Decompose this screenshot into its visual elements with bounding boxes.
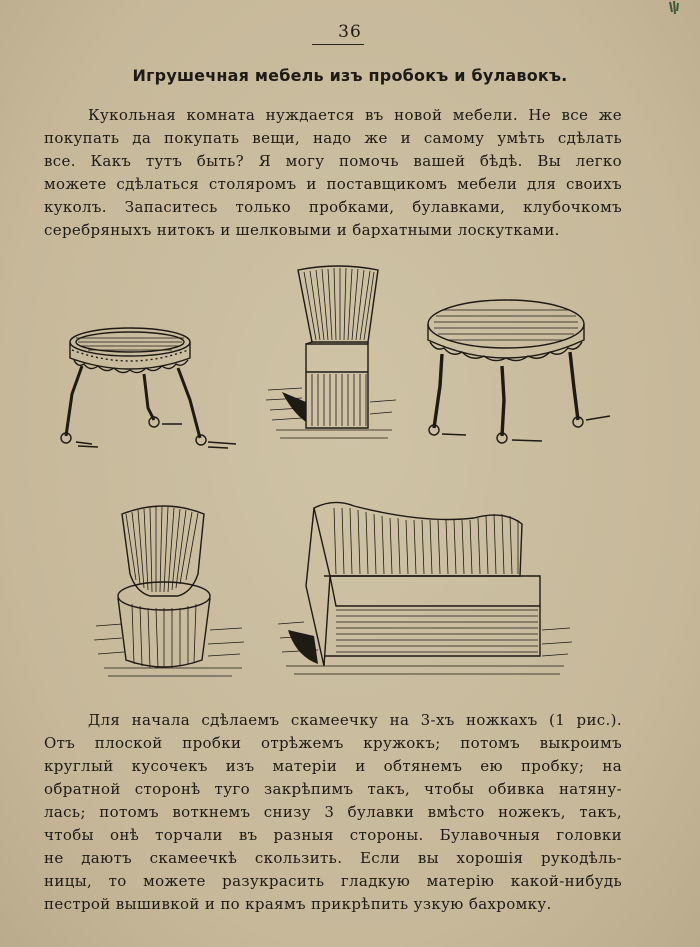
library-stamp-mark [664,0,686,20]
intro-line: серебряныхъ нитокъ и шелковыми и бархатными лоскутками. [44,221,560,239]
page-number: 36 [338,22,362,42]
stool-three-legs-illustration [58,320,238,450]
intro-line: все. Какъ тутъ быть? Я могу помочь вашей бѣдѣ. Вы легко [44,152,622,170]
armchair-illustration [92,500,262,680]
body-line: не даютъ скамеечкѣ скользить. Если вы хорошія рукодѣль- [44,849,622,867]
body-paragraph [44,709,622,916]
body-line: Отъ плоской пробки отрѣжемъ кружокъ; потомъ выкроимъ [44,734,622,752]
body-line: пестрой вышивкой и по краямъ прикрѣпить узкую бахромку. [44,895,552,913]
intro-paragraph [44,104,622,242]
body-line: лась; потомъ воткнемъ снизу 3 булавки вмѣсто ножекъ, такъ, [44,803,622,821]
body-line: обратной сторонѣ туго закрѣпимъ такъ, чтобы обивка натяну- [44,780,622,798]
article-title: Игрушечная мебель изъ пробокъ и булавокъ. [132,66,568,85]
body-line: чтобы онѣ торчали въ разныя стороны. Булавочныя головки [44,826,622,844]
intro-line: покупать да покупать вещи, надо же и самому умѣть сдѣлать [44,129,622,147]
sofa-illustration [274,496,574,686]
intro-line: куколъ. Запаситесь только пробками, булавками, клубочкомъ [44,198,622,216]
page-number-rule [312,44,364,45]
body-line: ницы, то можете разукрасить гладкую матерію какой-нибудь [44,872,622,890]
body-line: Для начала сдѣлаемъ скамеечку на 3-хъ ножкахъ (1 рис.). [88,711,622,729]
high-back-chair-illustration [262,262,402,452]
intro-line: Кукольная комната нуждается въ новой мебели. Не все же [88,106,622,124]
body-line: круглый кусочекъ изъ матеріи и обтянемъ ею пробку; на [44,757,622,775]
intro-line: можете сдѣлаться столяромъ и поставщикомъ мебели для своихъ [44,175,622,193]
round-table-illustration [422,296,612,446]
